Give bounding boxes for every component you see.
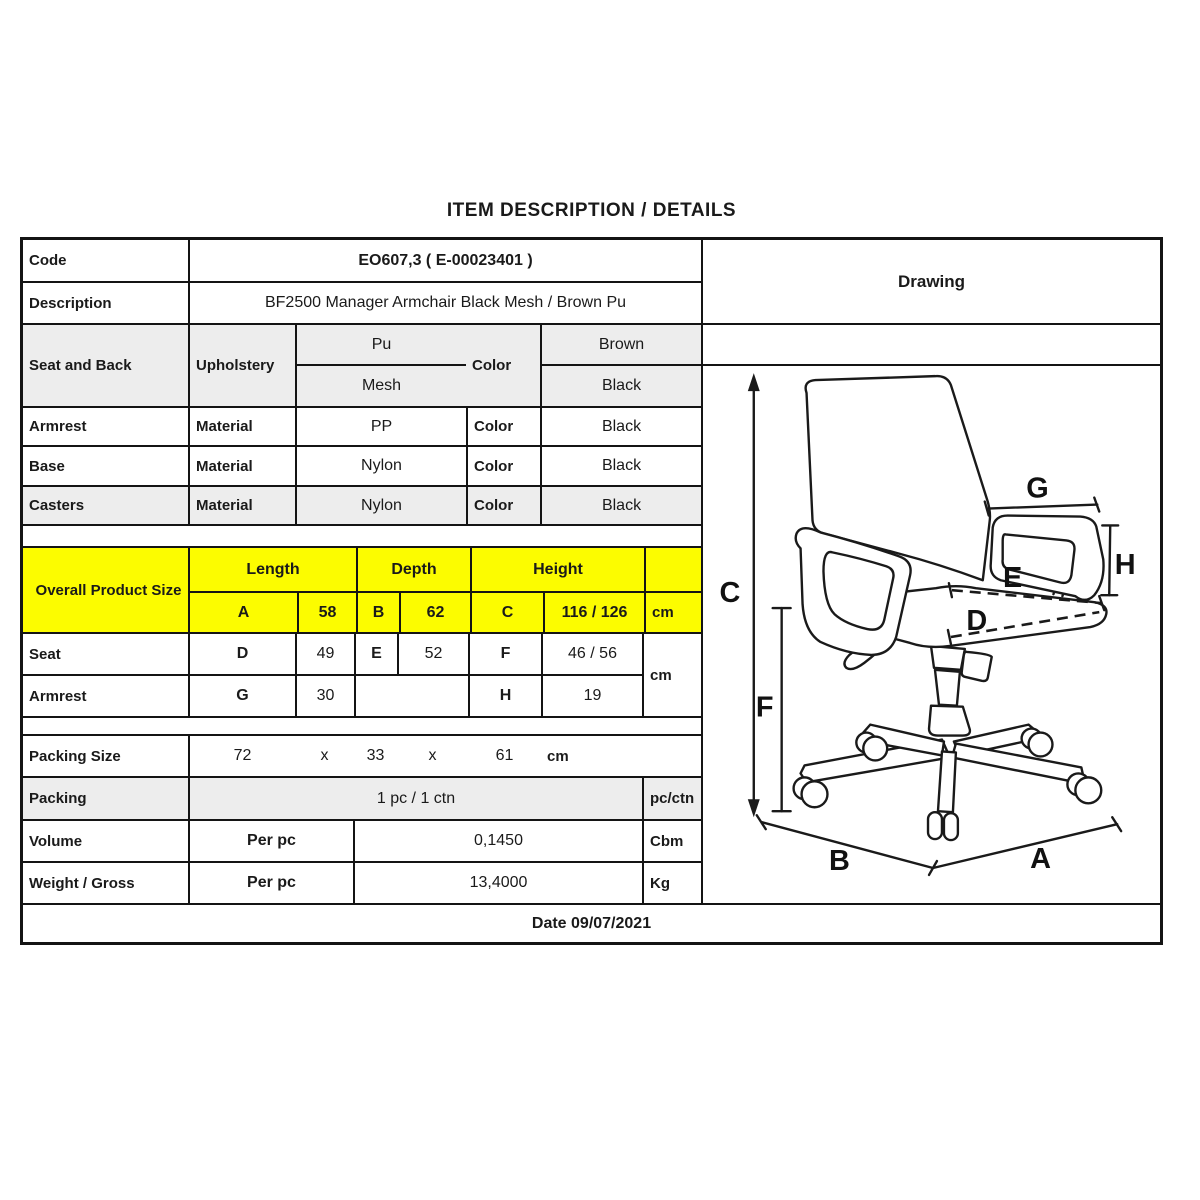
spec-columns	[23, 240, 701, 903]
casters-color-label: Color	[466, 487, 540, 524]
arrowhead-icon	[748, 373, 760, 391]
seat-armrest-size-block	[23, 634, 701, 718]
packing-size-v1: 72	[188, 736, 295, 776]
armrest-material-row	[23, 408, 701, 447]
packing-value: 1 pc / 1 ctn	[188, 778, 642, 819]
overall-size-values-row	[190, 593, 701, 632]
dim-h-value: 19	[541, 676, 642, 716]
drawing-title: Drawing	[703, 240, 1160, 325]
drawing-label-g: G	[1026, 472, 1049, 505]
drawing-label-e: E	[1003, 562, 1023, 595]
depth-header: Depth	[356, 548, 470, 591]
packing-size-v3: 61	[495, 747, 514, 764]
dim-g-key: G	[188, 676, 295, 716]
table-row	[23, 240, 701, 283]
dim-d-value: 49	[295, 634, 354, 674]
base-color-label: Color	[466, 447, 540, 485]
seat-armrest-unit: cm	[642, 634, 701, 716]
armrest-material: PP	[295, 408, 466, 445]
packing-size-unit: cm	[547, 747, 569, 765]
weight-unit: Kg	[642, 863, 701, 903]
packing-size-row	[23, 736, 701, 778]
length-header: Length	[246, 560, 300, 578]
base-label: Base	[29, 457, 65, 475]
dim-e-key: E	[354, 634, 397, 674]
seat-size-label: Seat	[29, 645, 61, 663]
base-attr: Material	[188, 447, 295, 485]
packing-row	[23, 778, 701, 821]
drawing-panel	[701, 240, 1160, 903]
volume-unit: Cbm	[642, 821, 701, 861]
packing-unit: pc/ctn	[642, 778, 701, 819]
size-header-empty	[644, 548, 701, 591]
dim-h-key: H	[468, 676, 541, 716]
armrest-attr: Material	[188, 408, 295, 445]
seat-back-label: Seat and Back	[29, 357, 132, 374]
drawing-label-a: A	[1030, 842, 1051, 875]
casters-attr: Material	[188, 487, 295, 524]
casters-color: Black	[540, 487, 701, 524]
packing-size-x2: x	[428, 747, 437, 764]
dim-a-key: A	[237, 603, 250, 621]
seat-back-materials	[295, 325, 466, 406]
caster-wheel	[1029, 733, 1053, 757]
table-main	[23, 240, 1160, 903]
armrest-color: Black	[540, 408, 701, 445]
drawing-label-d: D	[966, 605, 988, 638]
dim-c-key: C	[470, 593, 543, 632]
seat-back-material-mesh: Mesh	[361, 377, 402, 394]
dim-line-h	[1109, 526, 1110, 595]
drawing-label-b: B	[828, 844, 850, 877]
casters-material: Nylon	[295, 487, 466, 524]
description-label: Description	[29, 294, 112, 312]
seat-back-color-black: Black	[601, 377, 642, 394]
table-row	[23, 283, 701, 325]
dim-line-a	[933, 824, 1117, 868]
packing-label: Packing	[29, 790, 87, 807]
caster-wheel	[1075, 777, 1101, 803]
overall-unit: cm	[644, 593, 701, 632]
overall-size-block	[23, 548, 701, 634]
drawing-label-c: C	[719, 577, 741, 610]
chair-base-leg	[952, 744, 1083, 783]
overall-size-label: Overall Product Size	[35, 581, 182, 599]
dim-d-key: D	[188, 634, 295, 674]
seat-size-row	[23, 634, 642, 676]
page-title: ITEM DESCRIPTION / DETAILS	[446, 200, 737, 221]
armrest-label: Armrest	[29, 418, 87, 435]
caster-wheel	[928, 812, 942, 839]
dim-f-value: 46 / 56	[541, 634, 642, 674]
packing-size-v2: 33	[366, 747, 385, 764]
caster-wheel	[802, 781, 828, 807]
code-label: Code	[29, 252, 67, 269]
adjuster-box	[962, 652, 992, 681]
arrowhead-icon	[748, 799, 760, 817]
seat-back-color-label: Color	[472, 357, 512, 374]
spec-table	[20, 237, 1163, 945]
seat-back-color-brown: Brown	[542, 325, 701, 366]
packing-size-x1: x	[320, 747, 329, 764]
spacer-row	[23, 526, 701, 548]
dim-e-value: 52	[397, 634, 468, 674]
armrest-size-label: Armrest	[29, 687, 87, 705]
drawing-area	[703, 366, 1160, 903]
gas-lift	[931, 646, 965, 670]
chair-base-leg	[938, 751, 956, 812]
gas-lift-bell	[929, 706, 970, 736]
casters-material-row	[23, 487, 701, 526]
chair-drawing	[703, 366, 1160, 903]
caster-wheel	[863, 737, 887, 761]
seat-back-colors	[540, 325, 701, 406]
size-header-row	[190, 548, 701, 593]
volume-value: 0,1450	[353, 821, 642, 861]
dim-line-g	[988, 505, 1098, 509]
seat-back-row	[23, 325, 701, 408]
description-value: BF2500 Manager Armchair Black Mesh / Brown Pu	[188, 283, 701, 323]
caster-wheel	[944, 813, 958, 840]
drawing-label-f: F	[755, 691, 774, 724]
weight-row	[23, 863, 701, 903]
drawing-spacer	[703, 325, 1160, 366]
base-color: Black	[540, 447, 701, 485]
weight-label: Weight / Gross	[29, 874, 135, 892]
spacer-row	[23, 718, 701, 736]
code-value: EO607,3 ( E-00023401 )	[188, 240, 701, 281]
armrest-color-label: Color	[466, 408, 540, 445]
gas-lift	[935, 670, 960, 706]
dim-b-value: 62	[399, 593, 470, 632]
armrest-depth-empty	[354, 676, 468, 716]
base-material: Nylon	[295, 447, 466, 485]
weight-per: Per pc	[188, 863, 353, 903]
date-row: Date 09/07/2021	[23, 903, 1160, 942]
dim-b-key: B	[356, 593, 399, 632]
dim-c-value: 116 / 126	[543, 593, 644, 632]
dim-f-key: F	[468, 634, 541, 674]
packing-size-label: Packing Size	[29, 747, 121, 765]
dim-a-value: 58	[297, 593, 356, 632]
height-header: Height	[470, 548, 644, 591]
volume-row	[23, 821, 701, 863]
weight-value: 13,4000	[353, 863, 642, 903]
seat-back-attr: Upholstery	[188, 325, 295, 406]
drawing-label-h: H	[1114, 549, 1136, 582]
armrest-size-row	[23, 676, 642, 716]
volume-label: Volume	[29, 832, 83, 850]
seat-back-material-pu: Pu	[297, 325, 466, 366]
volume-per: Per pc	[188, 821, 353, 861]
base-material-row	[23, 447, 701, 487]
dim-g-value: 30	[295, 676, 354, 716]
casters-label: Casters	[29, 497, 85, 514]
